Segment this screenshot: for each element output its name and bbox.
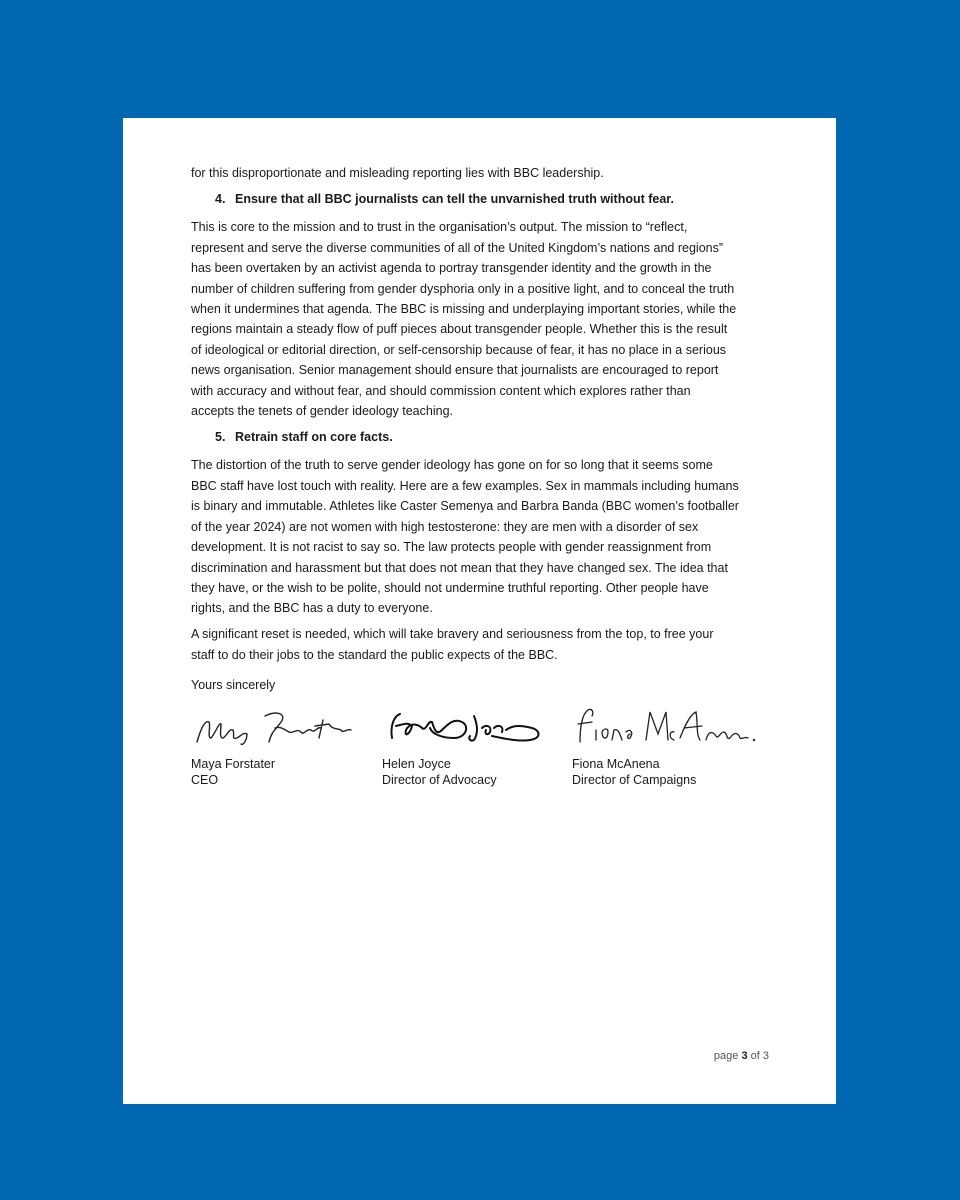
text-line: of ideological or editorial direction, or self-censorship because of fear, it has no place in a serious: [191, 342, 727, 357]
signatory-maya-forstater: [191, 698, 361, 788]
reset-paragraph: [191, 624, 781, 665]
text-line: news organisation. Senior management should ensure that journalists are encouraged to report: [191, 363, 719, 378]
text-line: is binary and immutable. Athletes like Caster Semenya and Barbra Banda (BBC women’s footballer: [191, 499, 739, 514]
signatures: [191, 698, 781, 818]
section-4-number: 4.: [215, 192, 226, 206]
letter-page: [123, 118, 836, 1104]
section-5-heading: [191, 427, 781, 447]
signature-image: [572, 698, 762, 756]
signatory-name: Helen Joyce: [382, 756, 451, 771]
section-4-title: Ensure that all BBC journalists can tell the unvarnished truth without fear.: [235, 192, 674, 206]
signatory-name: Fiona McAnena: [572, 756, 660, 771]
text-line: The distortion of the truth to serve gender ideology has gone on for so long that it seems some: [191, 458, 713, 473]
text-line: accepts the tenets of gender ideology teaching.: [191, 404, 453, 419]
text-line: when it undermines that agenda. The BBC is missing and underplaying important stories, while the: [191, 302, 737, 317]
signatory-helen-joyce: [382, 698, 552, 788]
text-line: A significant reset is needed, which will take bravery and seriousness from the top, to free your: [191, 627, 714, 642]
signatory-role: CEO: [191, 772, 219, 787]
signatory-role: Director of Advocacy: [382, 772, 497, 787]
text-line: staff to do their jobs to the standard the public expects of the BBC.: [191, 647, 558, 662]
section-4-paragraph: [191, 217, 781, 421]
signature-image: [191, 698, 361, 756]
signatory-fiona-mcanena: [572, 698, 762, 788]
text-line: discrimination and harassment but that does not mean that they have changed sex. The idea that: [191, 560, 728, 575]
page-number-middle: of: [747, 1050, 763, 1062]
signature-image: [382, 698, 552, 756]
text-line: rights, and the BBC has a duty to everyone.: [191, 601, 433, 616]
text-line: BBC staff have lost touch with reality. Here are a few examples. Sex in mammals including humans: [191, 478, 739, 493]
opening-fragment: for this disproportionate and misleading reporting lies with BBC leadership.: [191, 166, 604, 180]
page-number-total: 3: [762, 1050, 769, 1062]
text-line: regions maintain a steady flow of puff pieces about transgender people. Whether this is the result: [191, 322, 728, 337]
section-5-paragraph: [191, 455, 781, 618]
closing-salutation: Yours sincerely: [191, 678, 276, 693]
text-line: with accuracy and without fear, and should commission content which explores rather than: [191, 383, 691, 398]
section-5-title: Retrain staff on core facts.: [235, 430, 393, 445]
text-line: represent and serve the diverse communities of all of the United Kingdom’s nations and regions”: [191, 240, 724, 255]
signatory-role: Director of Campaigns: [572, 772, 697, 787]
page-number-current: 3: [741, 1050, 748, 1062]
signatory-name: Maya Forstater: [191, 756, 276, 771]
text-line: This is core to the mission and to trust in the organisation’s output. The mission to “reflect,: [191, 220, 688, 235]
section-4-heading: [191, 189, 781, 209]
text-line: development. It is not racist to say so. The law protects people with gender reassignment from: [191, 540, 712, 555]
text-line: of the year 2024) are not women with high testosterone: they are men with a disorder of sex: [191, 519, 699, 534]
text-line: has been overtaken by an activist agenda to portray transgender identity and the growth in the: [191, 261, 712, 276]
letter-body: [191, 163, 781, 818]
page-number: [714, 1050, 769, 1062]
text-line: number of children suffering from gender dysphoria only in a positive light, and to conceal the truth: [191, 281, 735, 296]
page-number-prefix: page: [713, 1050, 742, 1062]
text-line: they have, or the wish to be polite, should not undermine truthful reporting. Other people have: [191, 580, 709, 595]
section-5-number: 5.: [215, 430, 226, 445]
